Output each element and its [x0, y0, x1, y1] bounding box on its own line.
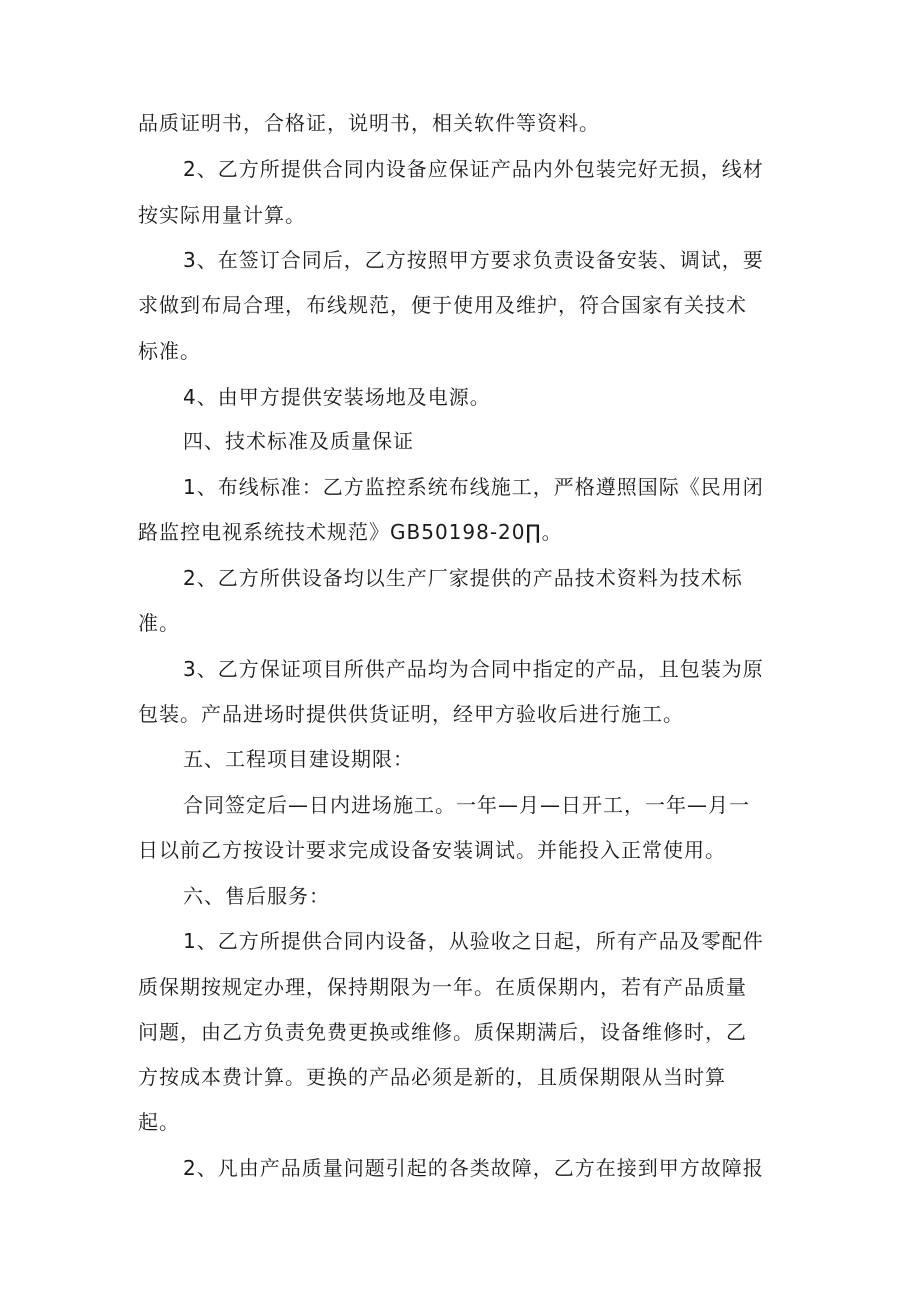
text-line: 起。: [138, 1110, 180, 1134]
text-line: 合同签定后—日内进场施工。一年—月—日开工，一年—月一: [183, 793, 750, 817]
text-line: 3、在签订合同后，乙方按照甲方要求负责设备安装、调试，要: [183, 248, 764, 272]
text-line: 2、乙方所供设备均以生产厂家提供的产品技术资料为技术标: [183, 566, 743, 590]
text-line: 品质证明书，合格证，说明书，相关软件等资料。: [138, 111, 600, 135]
text-line: 2、乙方所提供合同内设备应保证产品内外包装完好无损，线材: [183, 157, 764, 181]
text-line: 路监控电视系统技术规范》GB50198-20∏。: [138, 520, 563, 544]
text-line: 3、乙方保证项目所供产品均为合同中指定的产品，且包装为原: [183, 657, 764, 681]
text-line: 问题，由乙方负责免费更换或维修。质保期满后，设备维修时，乙: [138, 1020, 747, 1044]
section-heading: 四、技术标准及质量保证: [183, 429, 414, 453]
text-line: 准。: [138, 611, 180, 635]
text-line: 求做到布局合理，布线规范，便于使用及维护，符合国家有关技术: [138, 293, 747, 317]
section-heading: 五、工程项目建设期限：: [183, 747, 414, 771]
text-line: 包装。产品进场时提供供货证明，经甲方验收后进行施工。: [138, 702, 684, 726]
text-line: 1、布线标准：乙方监控系统布线施工，严格遵照国际《民用闭: [183, 475, 764, 499]
text-line: 方按成本费计算。更换的产品必须是新的，且质保期限从当时算: [138, 1065, 726, 1089]
text-line: 4、由甲方提供安装场地及电源。: [183, 385, 491, 409]
text-line: 质保期按规定办理，保持期限为一年。在质保期内，若有产品质量: [138, 975, 747, 999]
text-line: 1、乙方所提供合同内设备，从验收之日起，所有产品及零配件: [183, 929, 764, 953]
text-line: 标准。: [138, 339, 201, 363]
text-line: 2、凡由产品质量问题引起的各类故障，乙方在接到甲方故障报: [183, 1156, 764, 1180]
text-line: 日以前乙方按设计要求完成设备安装调试。并能投入正常使用。: [138, 838, 726, 862]
section-heading: 六、售后服务：: [183, 884, 330, 908]
text-line: 按实际用量计算。: [138, 203, 306, 227]
